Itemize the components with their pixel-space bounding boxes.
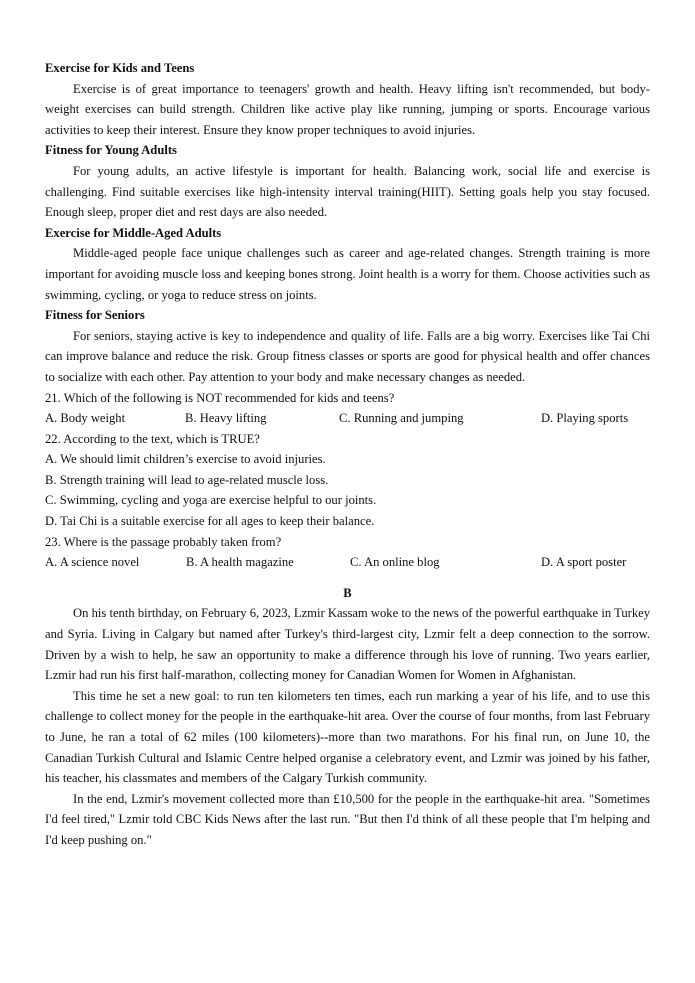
paragraph-middle-aged: Middle-aged people face unique challenges such as career and age-related changes. Strength training is more important for avoiding muscle loss and keeping bones strong. Joint health is a worry for them. Choose activities such as swimming, cycling, or yoga to reduce stress on joints.: [45, 246, 650, 302]
question-21-options: [45, 408, 650, 429]
paragraph-kids-teens: Exercise is of great importance to teenagers' growth and health. Heavy lifting isn't recommended, but body-weight exercises can build strength. Children like active play like running, jumping or sports. Encourage various activities to keep their interest. Ensure they know proper techniques to avoid injuries.: [45, 81, 650, 137]
question-23-stem: 23. Where is the passage probably taken from?: [45, 534, 282, 549]
question-22-option-b: B. Strength training will lead to age-related muscle loss.: [45, 472, 329, 487]
question-23-option-a: A. A science novel: [45, 555, 140, 570]
question-23-option-d: D. A sport poster: [541, 555, 627, 570]
question-23-option-b: B. A health magazine: [186, 555, 294, 570]
question-23-options: [45, 552, 650, 573]
paragraph-b-2: This time he set a new goal: to run ten kilometers ten times, each run marking a year of his life, and to use this challenge to collect money for the people in the earthquake-hit area. Over the course of four months, from last February to June, he ran a total of 62 miles (100 kilometers)--more than two marathons. For his final run, on June 10, the Canadian Turkish Cultural and Islamic Centre helped organise a celebratory event, and Lzmir was joined by his father, his teacher, his classmates and members of the Calgary Turkish community.: [45, 688, 650, 786]
heading-kids-teens: Exercise for Kids and Teens: [45, 61, 195, 75]
paragraph-young-adults: For young adults, an active lifestyle is important for health. Balancing work, social life and exercise is challenging. Find suitable exercises like high-intensity interval training(HIIT). Setting goals help you stay focused. Enough sleep, proper diet and rest days are also needed.: [45, 163, 650, 220]
paragraph-b-3: In the end, Lzmir's movement collected more than £10,500 for the people in the earthquake-hit area. "Sometimes I'd feel tired," Lzmir told CBC Kids News after the last run. "But then I'd think of all these people that I'm helping and I'd keep pushing on.": [45, 791, 650, 847]
heading-young-adults: Fitness for Young Adults: [45, 143, 177, 158]
question-21-option-d: D. Playing sports: [541, 411, 629, 426]
question-21-option-a: A. Body weight: [45, 411, 126, 426]
question-21-option-b: B. Heavy lifting: [185, 411, 267, 426]
paragraph-seniors: For seniors, staying active is key to independence and quality of life. Falls are a big worry. Exercises like Tai Chi can improve balance and reduce the risk. Group fitness classes or sports are good for physical health and offer chances to socialize with each other. Pay attention to your body and make necessary changes as needed.: [45, 328, 650, 384]
question-22-option-c: C. Swimming, cycling and yoga are exercise helpful to our joints.: [45, 493, 377, 508]
section-b-letter: B: [343, 585, 352, 600]
document-page: [45, 58, 650, 851]
question-22-option-a: A. We should limit children’s exercise to avoid injuries.: [45, 452, 326, 467]
paragraph-b-1: On his tenth birthday, on February 6, 2023, Lzmir Kassam woke to the news of the powerful earthquake in Turkey and Syria. Living in Calgary but named after Turkey's third-largest city, Lzmir felt a deep connection to the sorrow. Driven by a wish to help, he saw an opportunity to make a difference through his love of running. Two years earlier, Lzmir had run his first half-marathon, collecting money for Canadian Women for Women in Afghanistan.: [45, 606, 650, 683]
heading-seniors: Fitness for Seniors: [45, 308, 145, 323]
question-21-option-c: C. Running and jumping: [339, 411, 464, 426]
question-23-option-c: C. An online blog: [350, 555, 440, 570]
question-21-stem: 21. Which of the following is NOT recommended for kids and teens?: [45, 390, 395, 405]
heading-middle-aged: Exercise for Middle-Aged Adults: [45, 225, 222, 240]
question-22-option-d: D. Tai Chi is a suitable exercise for all ages to keep their balance.: [45, 514, 375, 529]
question-22-stem: 22. According to the text, which is TRUE?: [45, 431, 260, 446]
